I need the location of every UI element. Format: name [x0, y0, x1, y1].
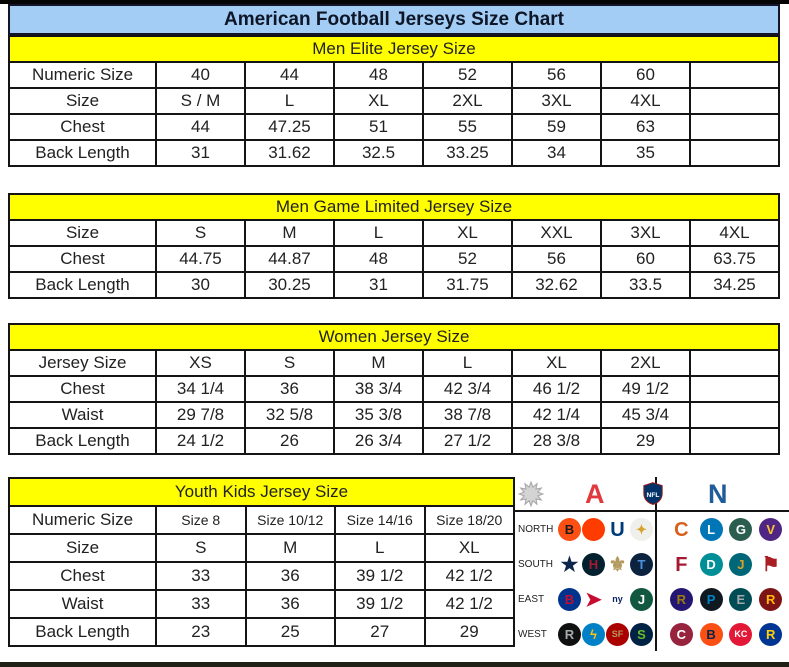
team-logo-cardinals: C [670, 623, 693, 646]
size-cell: 4XL [601, 88, 690, 114]
team-logo-texans: H [582, 553, 605, 576]
size-cell: 42 3/4 [423, 376, 512, 402]
team-logo-bills: B [558, 588, 581, 611]
division-label: NORTH [518, 524, 554, 535]
section-header-men-game-limited: Men Game Limited Jersey Size [9, 194, 779, 220]
size-cell: 56 [512, 246, 601, 272]
team-logo-steelers: ✦ [630, 518, 653, 541]
size-cell: 4XL [690, 220, 779, 246]
size-cell: 44 [245, 62, 334, 88]
size-cell: 44.87 [245, 246, 334, 272]
team-logo-seahawks: S [630, 623, 653, 646]
nfc-team-group [658, 553, 789, 576]
team-logo-chargers: ϟ [582, 623, 605, 646]
size-cell: 3XL [601, 220, 690, 246]
row-label: Numeric Size [9, 62, 156, 88]
bottom-border-strip [0, 662, 789, 667]
size-cell: 35 [601, 140, 690, 166]
size-cell [690, 62, 779, 88]
afc-logo: A [585, 479, 605, 509]
size-cell: 40 [156, 62, 245, 88]
size-cell: 29 [425, 618, 515, 646]
team-logo-vikings: V [759, 518, 782, 541]
size-cell: XL [334, 88, 423, 114]
size-cell: 2XL [601, 350, 690, 376]
table-men-elite [8, 35, 780, 167]
size-cell: Size 14/16 [335, 506, 425, 534]
size-cell: 29 [601, 428, 690, 454]
afc-team-group [558, 588, 658, 611]
size-cell: 32 5/8 [245, 402, 334, 428]
row-label: Chest [9, 246, 156, 272]
team-logo-panthers: P [700, 588, 723, 611]
size-cell [690, 376, 779, 402]
size-cell: 31 [156, 140, 245, 166]
size-cell: 34.25 [690, 272, 779, 298]
division-row-west [515, 617, 789, 652]
team-logo-jaguars: J [729, 553, 752, 576]
nfc-logo: N [708, 479, 728, 509]
size-cell: 46 1/2 [512, 376, 601, 402]
nfl-teams-panel [515, 477, 789, 657]
row-label: Chest [9, 114, 156, 140]
size-cell: L [423, 350, 512, 376]
size-cell: 45 3/4 [601, 402, 690, 428]
row-label: Waist [9, 402, 156, 428]
team-logo-bengals: B [558, 518, 581, 541]
size-cell: 28 3/8 [512, 428, 601, 454]
size-cell: S [245, 350, 334, 376]
size-cell: L [245, 88, 334, 114]
women-size-table [0, 323, 789, 455]
division-row-east [515, 582, 789, 617]
size-cell: 30 [156, 272, 245, 298]
men-elite-size-table [0, 35, 789, 167]
team-logo-colts: U [610, 518, 625, 541]
size-cell: 63.75 [690, 246, 779, 272]
size-cell: 34 [512, 140, 601, 166]
size-cell: S [156, 534, 246, 562]
nfc-team-group [658, 588, 789, 611]
team-logo-cowboys: ★ [560, 553, 579, 576]
row-label: Numeric Size [9, 506, 156, 534]
afc-team-group [558, 553, 658, 576]
team-logo-patriots: ➤ [585, 588, 602, 611]
team-logo-redskins: R [759, 588, 782, 611]
size-cell: 44 [156, 114, 245, 140]
size-cell: 52 [423, 62, 512, 88]
size-cell: L [334, 220, 423, 246]
size-cell [690, 402, 779, 428]
division-row-north [515, 512, 789, 547]
size-cell [690, 350, 779, 376]
team-logo-falcons: F [675, 553, 688, 576]
size-cell: 32.62 [512, 272, 601, 298]
team-logo-eagles: E [729, 588, 752, 611]
team-logo-buccaneers: ⚑ [761, 553, 780, 576]
size-cell: M [334, 350, 423, 376]
row-label: Chest [9, 562, 156, 590]
size-cell: 48 [334, 246, 423, 272]
team-logo-saints: ⚜ [608, 553, 627, 576]
size-cell: 48 [334, 62, 423, 88]
size-cell: Size 8 [156, 506, 246, 534]
youth-kids-size-table [8, 477, 515, 657]
size-cell: XL [512, 350, 601, 376]
division-row-south [515, 547, 789, 582]
team-logo-titans: T [630, 553, 653, 576]
size-cell: 42 1/2 [425, 590, 515, 618]
row-label: Back Length [9, 618, 156, 646]
size-cell: S / M [156, 88, 245, 114]
size-cell: XS [156, 350, 245, 376]
size-cell: 52 [423, 246, 512, 272]
table-women [8, 323, 780, 455]
team-logo-49ers: SF [606, 623, 629, 646]
size-cell: XXL [512, 220, 601, 246]
row-label: Chest [9, 376, 156, 402]
team-logo-packers: G [729, 518, 752, 541]
size-cell: Size 18/20 [425, 506, 515, 534]
row-label: Back Length [9, 140, 156, 166]
size-cell: 60 [601, 62, 690, 88]
row-label: Back Length [9, 428, 156, 454]
size-cell: 38 7/8 [423, 402, 512, 428]
size-cell: 42 1/4 [512, 402, 601, 428]
size-cell: 27 [335, 618, 425, 646]
table-youth-kids [8, 477, 515, 647]
nfl-shield-logo [643, 481, 663, 511]
size-cell: 47.25 [245, 114, 334, 140]
size-cell: 24 1/2 [156, 428, 245, 454]
size-cell: 27 1/2 [423, 428, 512, 454]
size-cell: 35 3/8 [334, 402, 423, 428]
team-logo-giants: ny [612, 594, 623, 604]
nfc-team-group [658, 623, 789, 646]
size-cell: 55 [423, 114, 512, 140]
size-cell: 44.75 [156, 246, 245, 272]
size-cell: 39 1/2 [335, 562, 425, 590]
section-header-youth-kids: Youth Kids Jersey Size [9, 478, 514, 506]
size-cell: 51 [334, 114, 423, 140]
size-cell: M [245, 220, 334, 246]
size-cell: 63 [601, 114, 690, 140]
size-cell: 34 1/4 [156, 376, 245, 402]
svg-text:NFL: NFL [646, 491, 660, 499]
row-label: Size [9, 88, 156, 114]
size-cell: 29 7/8 [156, 402, 245, 428]
team-logo-broncos: B [700, 623, 723, 646]
team-logo-lions: L [700, 518, 723, 541]
size-cell: 49 1/2 [601, 376, 690, 402]
size-cell: 32.5 [334, 140, 423, 166]
row-label: Back Length [9, 272, 156, 298]
size-cell: 26 [245, 428, 334, 454]
nfc-team-group [658, 518, 789, 541]
team-logo-chiefs: KC [729, 623, 752, 646]
size-cell: 60 [601, 246, 690, 272]
team-logo-ravens: R [670, 588, 693, 611]
size-cell: 2XL [423, 88, 512, 114]
size-cell: 39 1/2 [335, 590, 425, 618]
division-label: WEST [518, 629, 547, 640]
size-cell [690, 140, 779, 166]
conference-band [515, 477, 789, 512]
team-logo-browns [582, 518, 605, 541]
row-label: Jersey Size [9, 350, 156, 376]
page-title: American Football Jerseys Size Chart [8, 4, 780, 35]
size-cell: Size 10/12 [246, 506, 336, 534]
size-cell [690, 428, 779, 454]
bottom-section [8, 477, 789, 657]
team-logo-raiders: R [558, 623, 581, 646]
size-cell: 30.25 [245, 272, 334, 298]
size-cell: 36 [246, 590, 336, 618]
size-cell [690, 114, 779, 140]
size-cell [690, 88, 779, 114]
row-label: Size [9, 534, 156, 562]
men-game-limited-size-table [0, 193, 789, 299]
size-cell: M [246, 534, 336, 562]
size-cell: 31.75 [423, 272, 512, 298]
row-label: Waist [9, 590, 156, 618]
size-cell: 33.25 [423, 140, 512, 166]
size-cell: S [156, 220, 245, 246]
team-logo-rams: R [759, 623, 782, 646]
size-cell: 25 [246, 618, 336, 646]
size-cell: L [335, 534, 425, 562]
size-cell: 26 3/4 [334, 428, 423, 454]
size-cell: 33 [156, 590, 246, 618]
size-cell: XL [423, 220, 512, 246]
size-cell: 33.5 [601, 272, 690, 298]
row-label: Size [9, 220, 156, 246]
division-label: SOUTH [518, 559, 553, 570]
size-cell: 33 [156, 562, 246, 590]
table-men-game-limited [8, 193, 780, 299]
division-label: EAST [518, 594, 545, 605]
size-cell: 31 [334, 272, 423, 298]
size-cell: 36 [245, 376, 334, 402]
size-cell: 31.62 [245, 140, 334, 166]
size-cell: 56 [512, 62, 601, 88]
afc-team-group [558, 623, 658, 646]
section-header-men-elite: Men Elite Jersey Size [9, 36, 779, 62]
size-cell: XL [425, 534, 515, 562]
starburst-icon [518, 481, 544, 512]
team-logo-dolphins: D [700, 553, 723, 576]
size-cell: 36 [246, 562, 336, 590]
team-logo-bears: C [674, 518, 689, 541]
size-cell: 3XL [512, 88, 601, 114]
size-cell: 59 [512, 114, 601, 140]
size-cell: 42 1/2 [425, 562, 515, 590]
size-cell: 38 3/4 [334, 376, 423, 402]
section-header-women: Women Jersey Size [9, 324, 779, 350]
afc-team-group [558, 518, 658, 541]
size-cell: 23 [156, 618, 246, 646]
team-logo-jets: J [630, 588, 653, 611]
